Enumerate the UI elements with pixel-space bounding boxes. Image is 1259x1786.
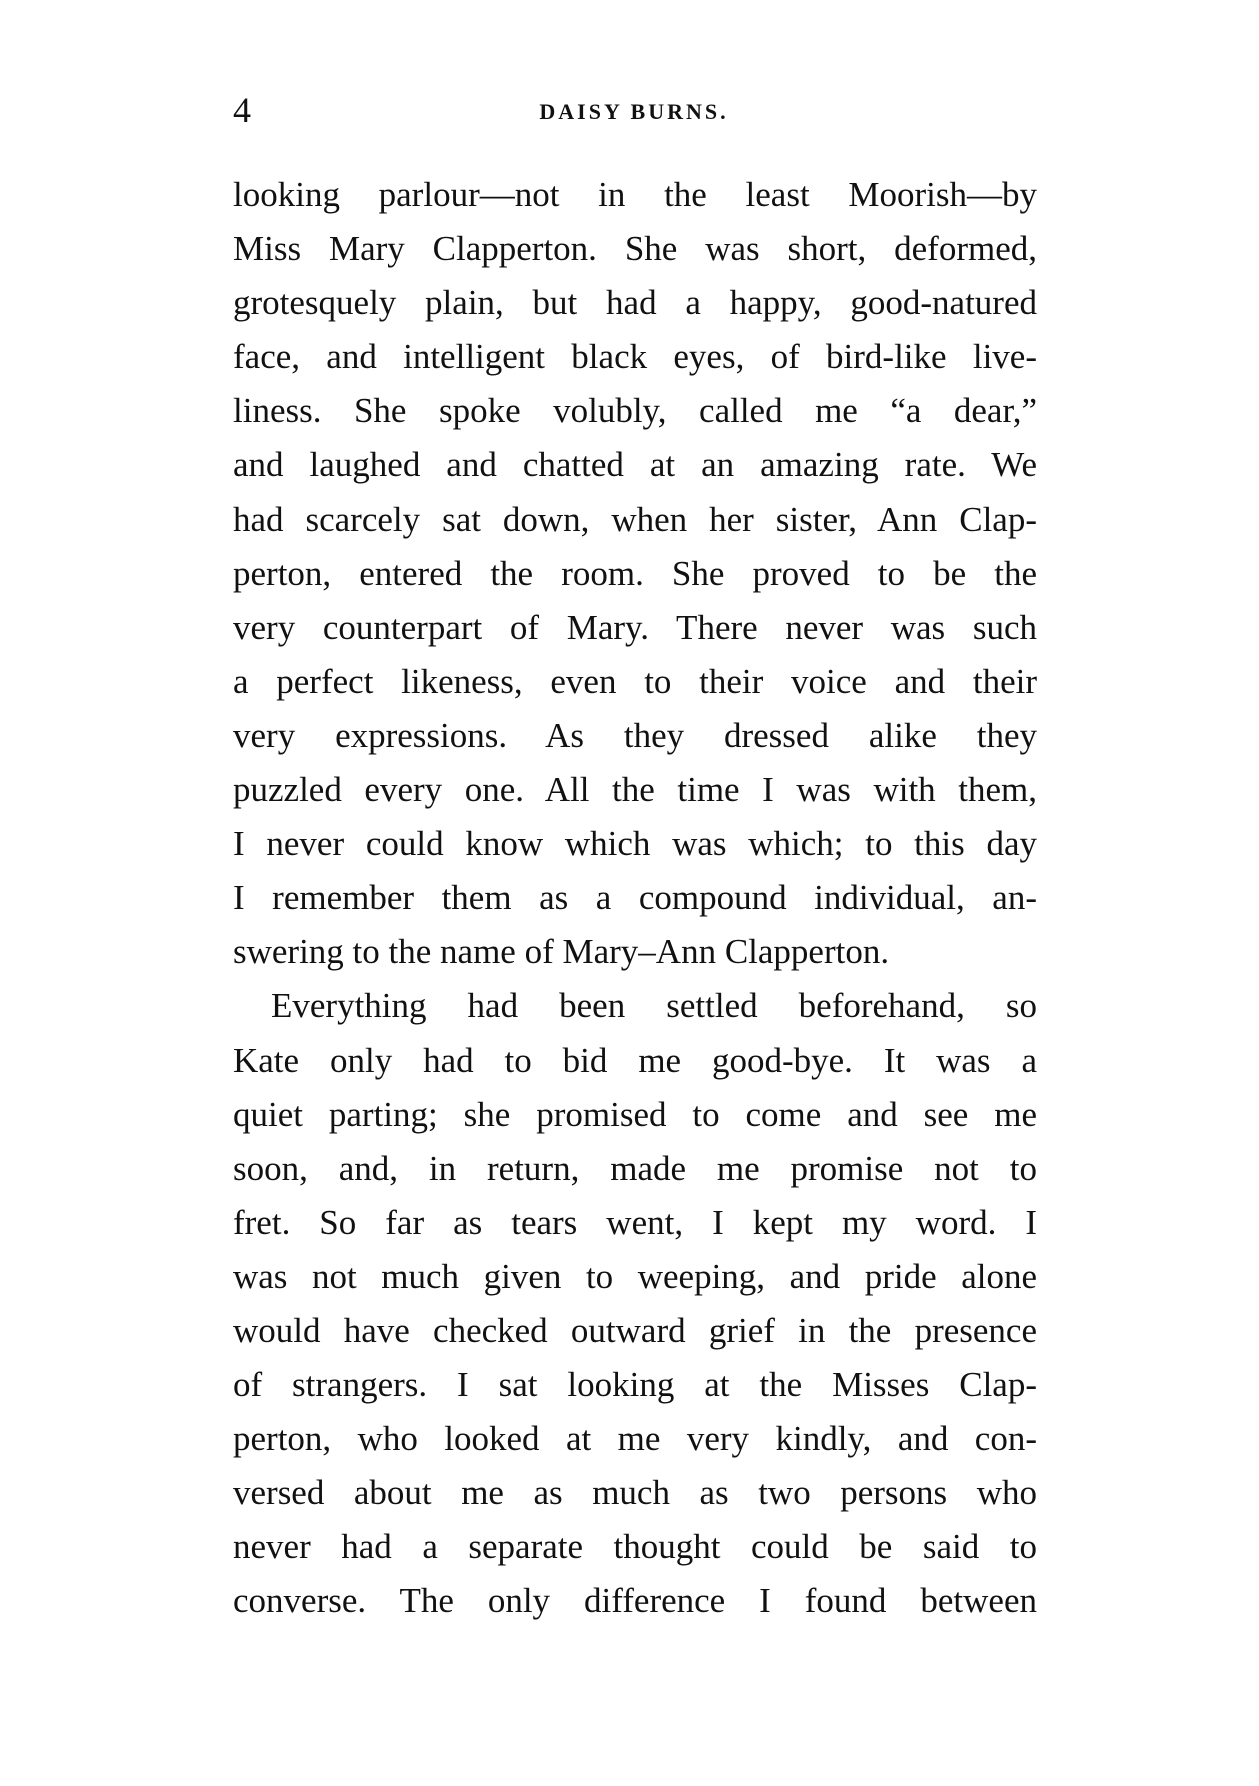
text-line: was not much given to weeping, and pride alone: [233, 1256, 1037, 1296]
text-line: liness. She spoke volubly, called me “a dear,”: [233, 391, 1037, 431]
page-header: [233, 88, 1035, 132]
text-line: a perfect likeness, even to their voice and their: [233, 661, 1037, 701]
text-line: very counterpart of Mary. There never was such: [233, 607, 1037, 647]
body-text: [233, 168, 1037, 1629]
text-line: versed about me as much as two persons who: [233, 1473, 1037, 1513]
text-line: Kate only had to bid me good-bye. It was a: [233, 1040, 1037, 1080]
text-line: perton, who looked at me very kindly, and con-: [233, 1419, 1037, 1459]
text-line: would have checked outward grief in the presence: [233, 1310, 1037, 1350]
text-line: had scarcely sat down, when her sister, Ann Clap-: [233, 499, 1037, 539]
running-title: DAISY BURNS.: [539, 99, 729, 124]
paragraph: [233, 979, 1037, 1628]
text-line: and laughed and chatted at an amazing rate. We: [233, 445, 1037, 485]
text-line: quiet parting; she promised to come and see me: [233, 1094, 1037, 1134]
text-line: perton, entered the room. She proved to be the: [233, 553, 1037, 593]
text-line: grotesquely plain, but had a happy, good-natured: [233, 283, 1037, 323]
text-line: swering to the name of Mary–Ann Clapperton.: [233, 932, 890, 972]
text-line: of strangers. I sat looking at the Misses Clap-: [233, 1365, 1037, 1405]
text-line: converse. The only difference I found between: [233, 1581, 1037, 1621]
page-number: 4: [233, 90, 251, 130]
text-line: looking parlour—not in the least Moorish—by: [233, 175, 1037, 214]
text-line: never had a separate thought could be said to: [233, 1527, 1037, 1567]
text-line: face, and intelligent black eyes, of bird-like live-: [233, 337, 1037, 377]
text-line: Everything had been settled beforehand, so: [271, 986, 1037, 1026]
text-line: very expressions. As they dressed alike they: [233, 715, 1037, 755]
text-line: I remember them as a compound individual, an-: [233, 878, 1037, 918]
text-line: puzzled every one. All the time I was with them,: [233, 770, 1037, 810]
text-line: soon, and, in return, made me promise not to: [233, 1148, 1037, 1188]
paragraph: [233, 168, 1037, 979]
text-line: Miss Mary Clapperton. She was short, deformed,: [233, 229, 1037, 269]
text-line: I never could know which was which; to this day: [233, 824, 1037, 864]
text-line: fret. So far as tears went, I kept my word. I: [233, 1202, 1037, 1242]
